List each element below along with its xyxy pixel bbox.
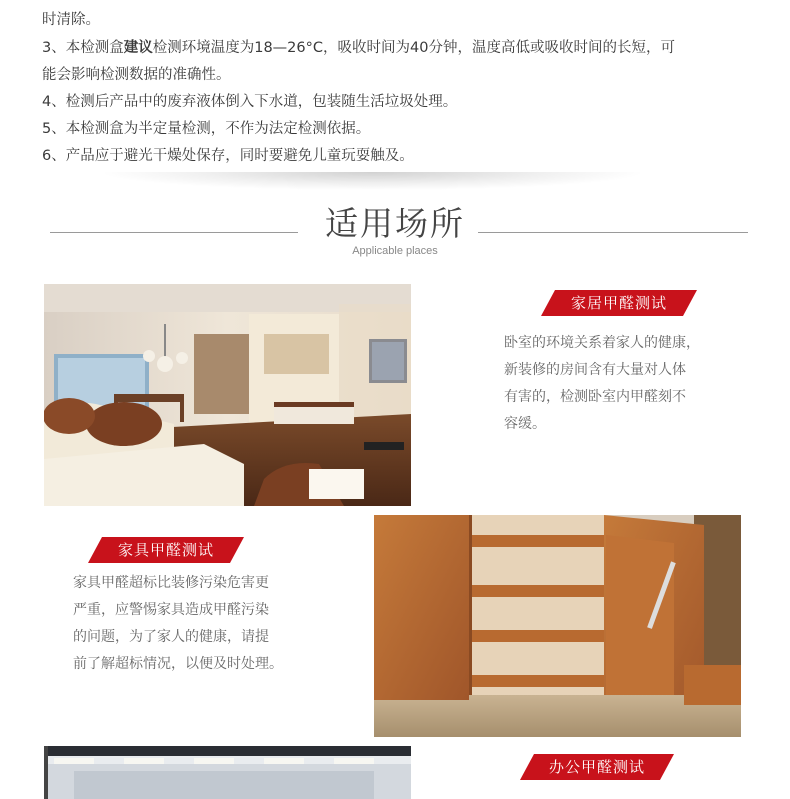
- home-desc-line: 新装修的房间含有大量对人体: [504, 362, 686, 378]
- home-desc-line: 容缓。: [504, 416, 546, 432]
- cabinet-photo: [374, 515, 741, 737]
- note-item-4: 4、检测后产品中的废弃液体倒入下水道，包装随生活垃圾处理。: [42, 94, 458, 110]
- section-title: 适用场所: [325, 204, 465, 243]
- section-subtitle: Applicable places: [352, 245, 438, 257]
- section-rule-left: [50, 232, 298, 233]
- home-desc-line: 有害的，检测卧室内甲醛刻不: [504, 389, 686, 405]
- note-item-6: 6、产品应于避光干燥处保存，同时要避免儿童玩耍触及。: [42, 148, 414, 164]
- section-rule-right: [478, 232, 748, 233]
- office-test-tag: 办公甲醛测试: [534, 754, 660, 780]
- note-emphasis: 建议: [123, 40, 153, 56]
- furniture-desc-line: 家具甲醛超标比装修污染危害更: [73, 575, 269, 591]
- furniture-test-tag: 家具甲醛测试: [102, 537, 230, 563]
- furniture-desc-line: 前了解超标情况，以便及时处理。: [73, 656, 283, 672]
- furniture-desc-line: 严重，应警惕家具造成甲醛污染: [73, 602, 269, 618]
- home-desc-line: 卧室的环境关系着家人的健康，: [504, 335, 700, 351]
- note-line: 能会影响检测数据的准确性。: [42, 67, 231, 83]
- section-divider-shadow: [105, 172, 640, 190]
- home-description: [504, 330, 700, 438]
- note-line: 时清除。: [42, 12, 100, 28]
- home-test-tag: 家居甲醛测试: [555, 290, 683, 316]
- living-room-photo: [44, 284, 411, 506]
- note-text: 检测环境温度为18—26°C，吸收时间为40分钟，温度高低或吸收时间的长短，可: [152, 40, 675, 56]
- furniture-description: [73, 570, 283, 678]
- note-text: 3、本检测盒: [42, 40, 124, 56]
- office-photo: [44, 746, 411, 799]
- note-item-5: 5、本检测盒为半定量检测，不作为法定检测依据。: [42, 121, 371, 137]
- note-item-3: [42, 37, 675, 59]
- furniture-desc-line: 的问题，为了家人的健康，请提: [73, 629, 269, 645]
